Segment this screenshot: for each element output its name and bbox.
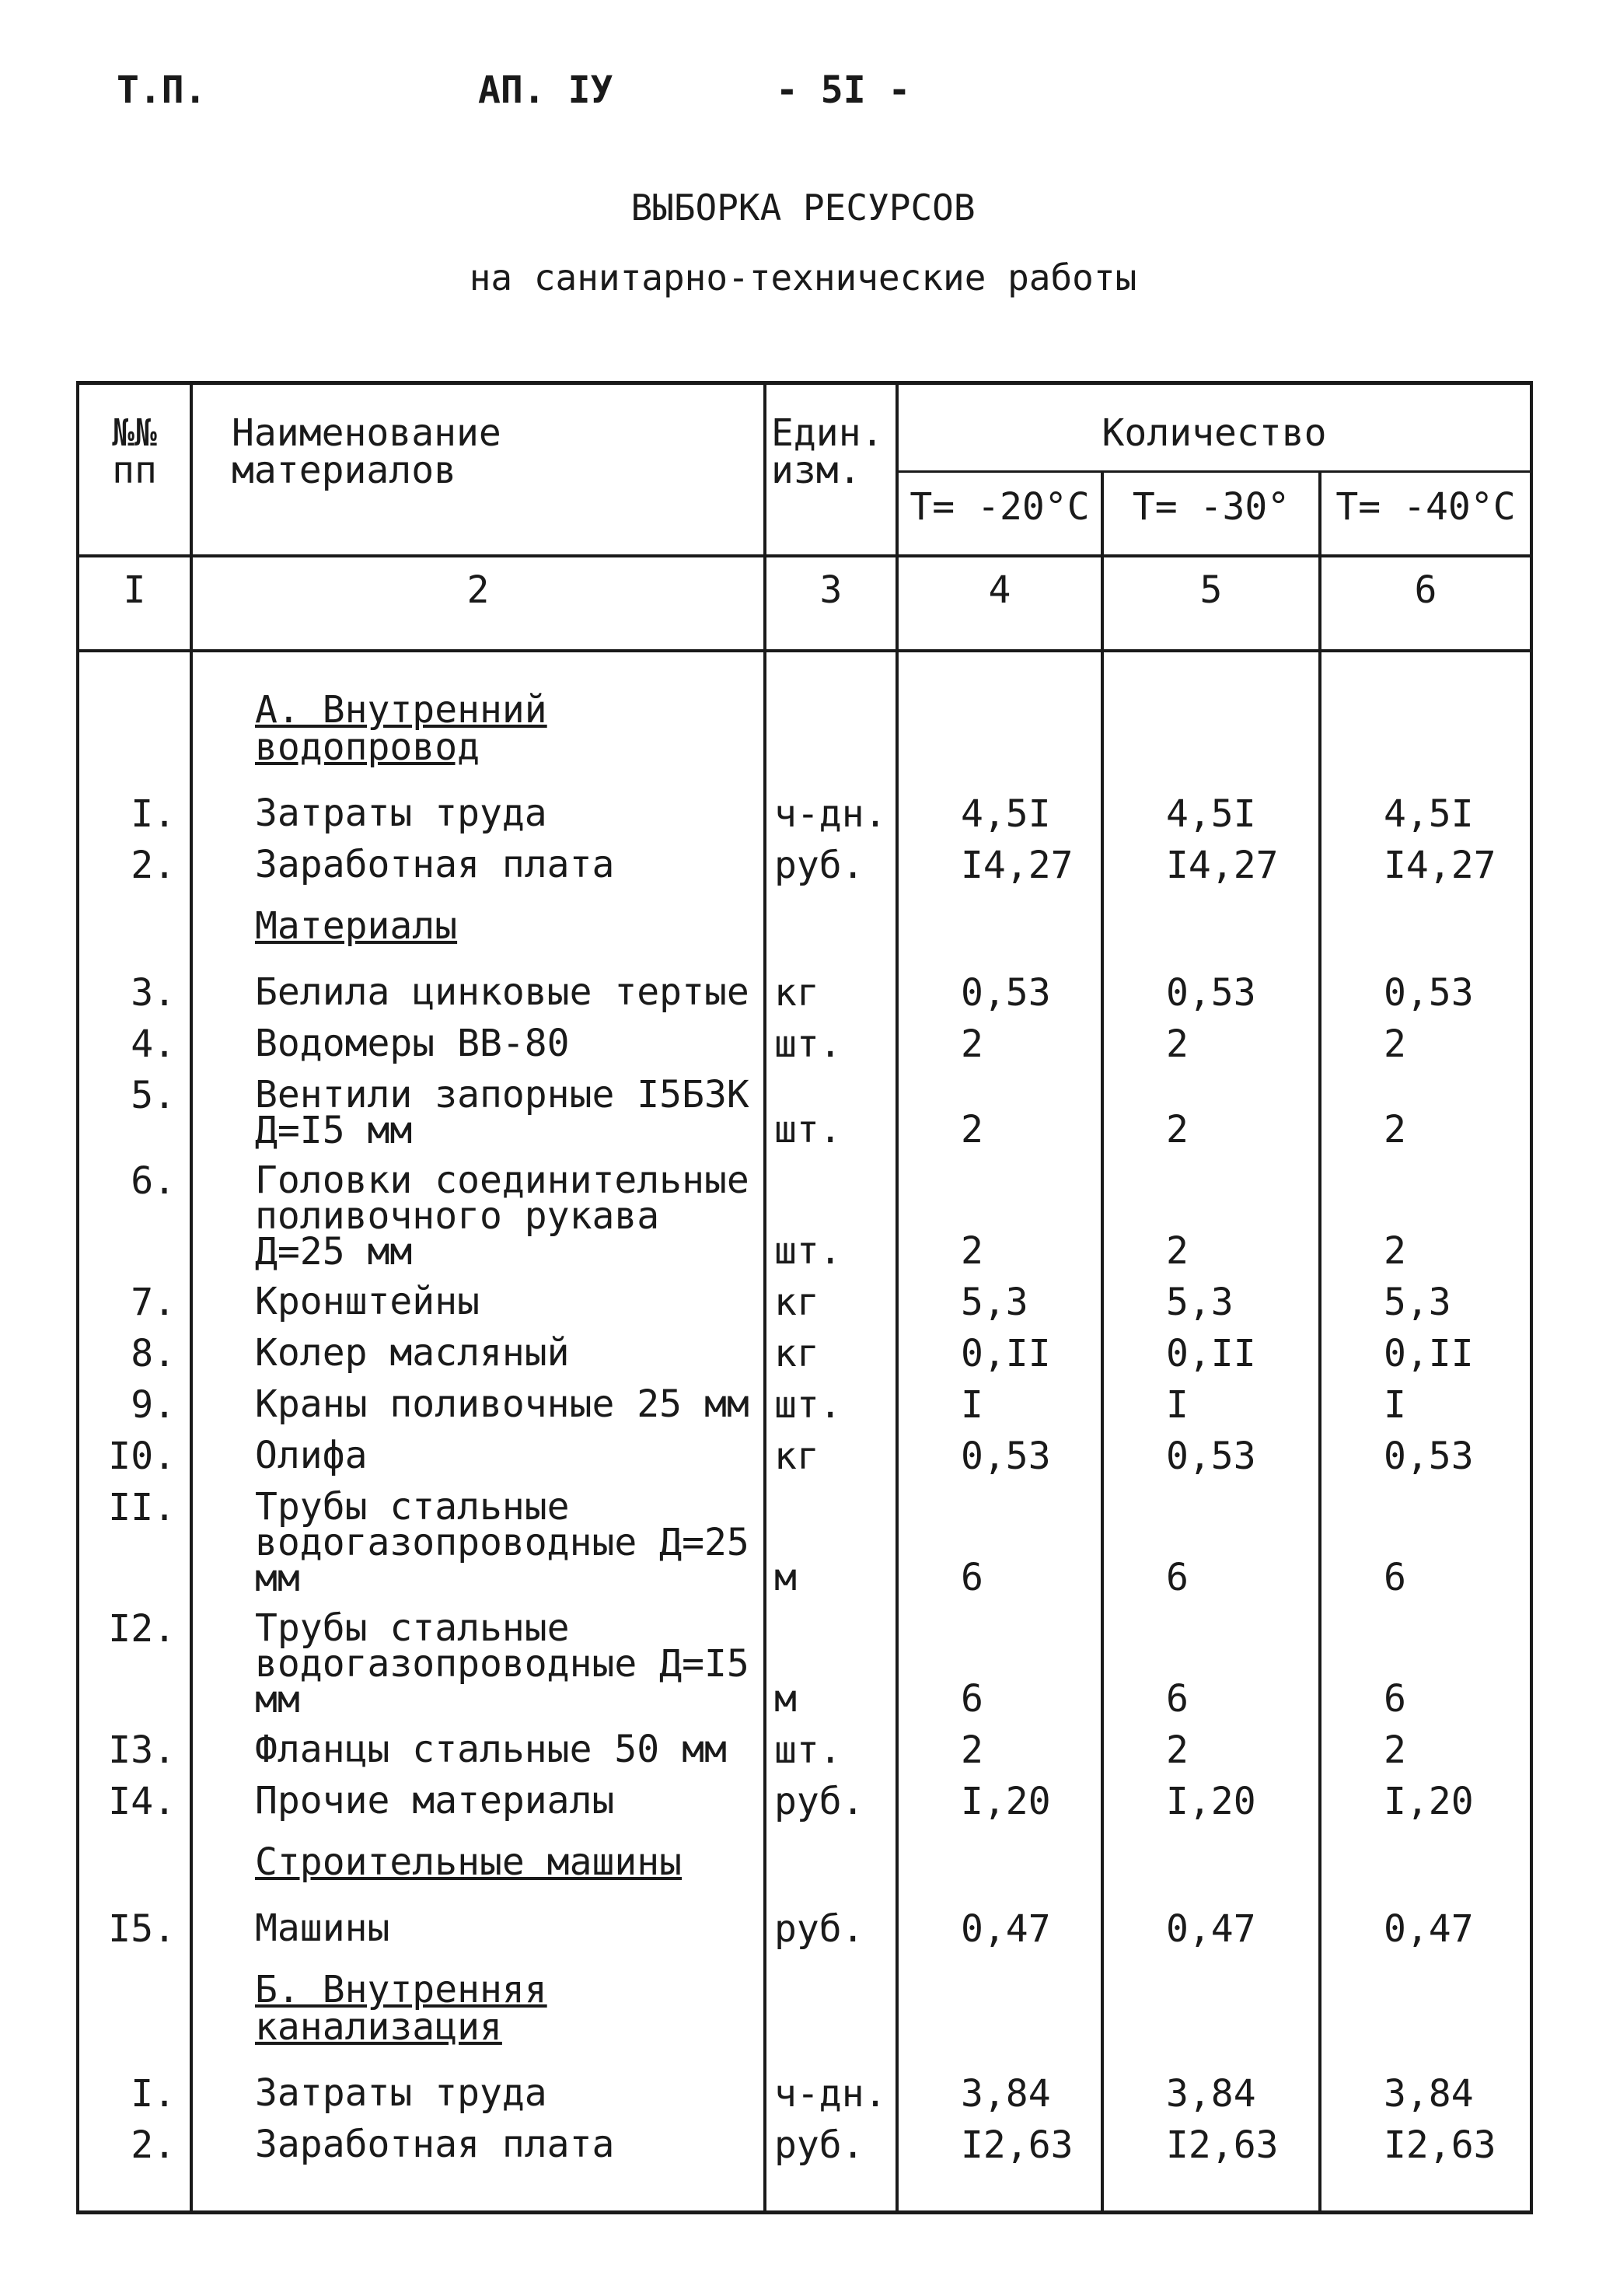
materials-heading: Материалы [191,884,765,960]
section-b-heading: Б. Внутренняя канализация [191,1948,765,2061]
row-unit: шт. [765,1063,897,1148]
row-unit: шт. [765,1148,897,1270]
empty-cell [1102,884,1320,960]
row-value-t40: I4,27 [1320,833,1531,884]
row-number: 6. [78,1148,191,1270]
table-row [78,1896,1531,1948]
row-number: I. [78,781,191,833]
row-name: Трубы стальные водогазопроводные Д=I5 мм [191,1596,765,1718]
machines-heading: Строительные машины [191,1820,765,1896]
row-name: Заработная плата [191,2113,765,2164]
row-name: Вентили запорные I5Б3К Д=I5 мм [191,1063,765,1148]
table-row [78,1148,1531,1270]
row-unit: руб. [765,2113,897,2164]
row-unit: руб. [765,833,897,884]
row-number: 5. [78,1063,191,1148]
empty-cell [1320,651,1531,781]
row-number: 7. [78,1270,191,1321]
row-number: 4. [78,1012,191,1063]
row-value-t30: 0,53 [1102,960,1320,1012]
row-value-t20: 3,84 [897,2061,1102,2113]
spacer-cell [78,2164,191,2213]
row-unit: руб. [765,1769,897,1820]
empty-cell [897,884,1102,960]
row-number: 2. [78,833,191,884]
header-code: Т.П. [117,68,207,112]
row-value-t40: 6 [1320,1475,1531,1596]
row-number: 9. [78,1372,191,1424]
empty-cell [1320,1948,1531,2061]
empty-cell [1320,884,1531,960]
row-value-t40: I,20 [1320,1769,1531,1820]
row-unit: ч-дн. [765,781,897,833]
row-value-t20: 0,53 [897,960,1102,1012]
empty-cell [1102,1820,1320,1896]
row-value-t20: 0,53 [897,1424,1102,1475]
empty-cell [1102,1948,1320,2061]
row-value-t20: 6 [897,1596,1102,1718]
row-unit: кг [765,1321,897,1372]
empty-cell [78,884,191,960]
row-value-t40: 2 [1320,1012,1531,1063]
row-name: Олифа [191,1424,765,1475]
table-row [78,1270,1531,1321]
row-name: Затраты труда [191,781,765,833]
row-name: Трубы стальные водогазопроводные Д=25 мм [191,1475,765,1596]
row-value-t30: 2 [1102,1063,1320,1148]
row-value-t30: 3,84 [1102,2061,1320,2113]
row-value-t20: 5,3 [897,1270,1102,1321]
row-number: I2. [78,1596,191,1718]
row-value-t30: 5,3 [1102,1270,1320,1321]
row-number: 2. [78,2113,191,2164]
row-unit: ч-дн. [765,2061,897,2113]
section-a-heading: А. Внутренний водопровод [191,651,765,781]
row-name: Белила цинковые тертые [191,960,765,1012]
row-value-t20: 2 [897,1012,1102,1063]
table-row [78,2113,1531,2164]
row-value-t30: 6 [1102,1475,1320,1596]
spacer-cell [897,2164,1102,2213]
column-index: I [78,556,191,651]
row-value-t30: I,20 [1102,1769,1320,1820]
empty-cell [1320,1820,1531,1896]
row-value-t40: 5,3 [1320,1270,1531,1321]
row-number: I4. [78,1769,191,1820]
row-unit: кг [765,1424,897,1475]
row-name: Водомеры ВВ-80 [191,1012,765,1063]
row-value-t40: 2 [1320,1718,1531,1769]
column-index: 2 [191,556,765,651]
row-value-t30: I4,27 [1102,833,1320,884]
empty-cell [78,651,191,781]
row-unit: руб. [765,1896,897,1948]
row-value-t30: I2,63 [1102,2113,1320,2164]
empty-cell [897,651,1102,781]
row-unit: шт. [765,1012,897,1063]
row-name: Краны поливочные 25 мм [191,1372,765,1424]
table-row [78,1769,1531,1820]
spacer-cell [765,2164,897,2213]
row-value-t30: 6 [1102,1596,1320,1718]
empty-cell [1102,651,1320,781]
empty-cell [765,651,897,781]
row-value-t40: 4,5I [1320,781,1531,833]
column-index: 3 [765,556,897,651]
spacer-cell [1320,2164,1531,2213]
empty-cell [765,1948,897,2061]
column-index: 5 [1102,556,1320,651]
row-value-t20: I2,63 [897,2113,1102,2164]
row-name: Фланцы стальные 50 мм [191,1718,765,1769]
table-row [78,781,1531,833]
row-number: I. [78,2061,191,2113]
row-name: Затраты труда [191,2061,765,2113]
row-value-t40: 0,47 [1320,1896,1531,1948]
row-value-t20: 2 [897,1148,1102,1270]
row-value-t20: I [897,1372,1102,1424]
row-unit: м [765,1475,897,1596]
row-value-t20: 2 [897,1718,1102,1769]
row-value-t30: 0,53 [1102,1424,1320,1475]
row-value-t40: 0,53 [1320,960,1531,1012]
row-value-t40: 0,II [1320,1321,1531,1372]
row-number: 3. [78,960,191,1012]
spacer-cell [1102,2164,1320,2213]
table-row [78,1321,1531,1372]
empty-cell [765,884,897,960]
row-value-t20: I4,27 [897,833,1102,884]
row-name: Головки соединительные поливочного рукава Д=25 мм [191,1148,765,1270]
empty-cell [78,1820,191,1896]
row-value-t30: 2 [1102,1012,1320,1063]
row-name: Кронштейны [191,1270,765,1321]
col-header-t30: Т= -30° [1102,471,1320,556]
row-name: Машины [191,1896,765,1948]
col-header-quantity: Количество [897,383,1531,472]
doc-subtitle: на санитарно-технические работы [469,257,1137,299]
row-value-t30: 2 [1102,1148,1320,1270]
row-value-t20: 4,5I [897,781,1102,833]
row-number: I0. [78,1424,191,1475]
row-number: II. [78,1475,191,1596]
row-value-t40: 3,84 [1320,2061,1531,2113]
column-index: 6 [1320,556,1531,651]
table-row [78,1596,1531,1718]
table-row [78,1718,1531,1769]
row-value-t20: 6 [897,1475,1102,1596]
row-value-t30: 0,47 [1102,1896,1320,1948]
table-row [78,833,1531,884]
col-header-number: №№ пп [78,383,191,557]
table-row [78,1372,1531,1424]
table-row [78,1063,1531,1148]
row-value-t40: I [1320,1372,1531,1424]
row-value-t30: 4,5I [1102,781,1320,833]
row-name: Колер масляный [191,1321,765,1372]
row-value-t30: I [1102,1372,1320,1424]
table-row [78,2061,1531,2113]
row-number: 8. [78,1321,191,1372]
row-unit: м [765,1596,897,1718]
row-value-t30: 2 [1102,1718,1320,1769]
row-unit: шт. [765,1372,897,1424]
row-name: Прочие материалы [191,1769,765,1820]
row-number: I3. [78,1718,191,1769]
row-value-t20: 0,II [897,1321,1102,1372]
row-value-t30: 0,II [1102,1321,1320,1372]
row-value-t20: 2 [897,1063,1102,1148]
header-album: АП. IУ [478,68,613,112]
row-value-t40: 2 [1320,1148,1531,1270]
table-row [78,1424,1531,1475]
col-header-t20: Т= -20°С [897,471,1102,556]
row-unit: кг [765,1270,897,1321]
spacer-cell [191,2164,765,2213]
row-value-t40: 6 [1320,1596,1531,1718]
table-row [78,1475,1531,1596]
row-unit: кг [765,960,897,1012]
resource-table [76,381,1533,2214]
empty-cell [78,1948,191,2061]
row-value-t40: 0,53 [1320,1424,1531,1475]
empty-cell [897,1948,1102,2061]
row-unit: шт. [765,1718,897,1769]
row-number: I5. [78,1896,191,1948]
column-index: 4 [897,556,1102,651]
row-value-t20: I,20 [897,1769,1102,1820]
empty-cell [765,1820,897,1896]
col-header-t40: Т= -40°С [1320,471,1531,556]
empty-cell [897,1820,1102,1896]
table-row [78,960,1531,1012]
page-number: - 5I - [776,68,911,112]
col-header-unit: Един. изм. [765,383,897,557]
row-name: Заработная плата [191,833,765,884]
doc-title: ВЫБОРКА РЕСУРСОВ [630,187,976,229]
col-header-name: Наименование материалов [191,383,765,557]
row-value-t20: 0,47 [897,1896,1102,1948]
row-value-t40: 2 [1320,1063,1531,1148]
row-value-t40: I2,63 [1320,2113,1531,2164]
table-row [78,1012,1531,1063]
